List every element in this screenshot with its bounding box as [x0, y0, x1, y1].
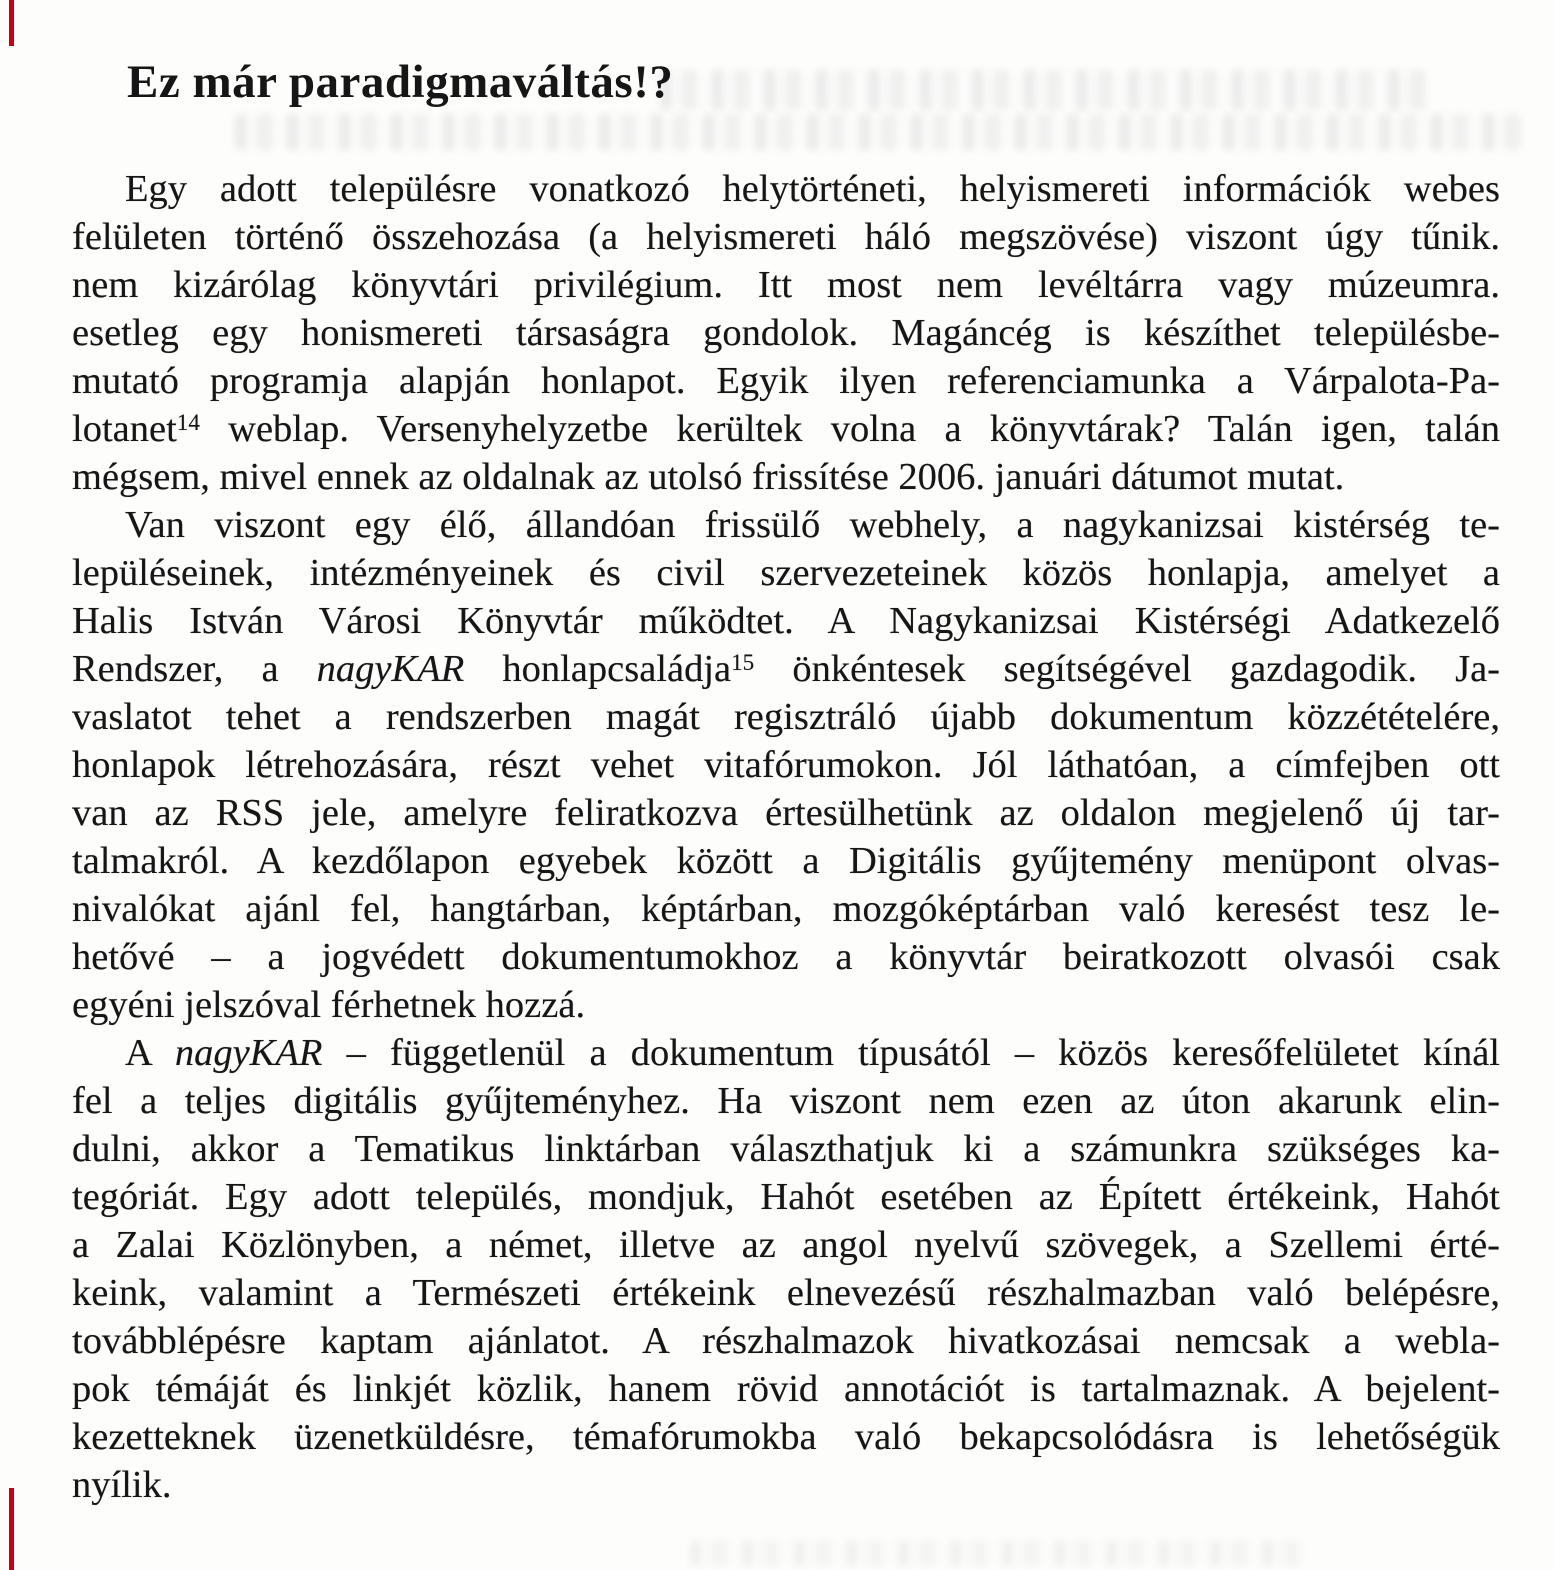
text-line [72, 453, 1500, 501]
left-edge-scan-mark-bottom [9, 1488, 14, 1570]
text-segment: fel a teljes digitális gyűjteményhez. Ha viszont nem ezen az úton akarunk elin- [72, 1080, 1500, 1122]
text-segment: dulni, akkor a Tematikus linktárban választhatjuk ki a számunkra szükséges ka- [72, 1128, 1500, 1170]
section-heading: Ez már paradigmaváltás!? [127, 56, 674, 108]
text-segment: pok témáját és linkjét közlik, hanem rövid annotációt is tartalmaznak. A bejelent- [72, 1368, 1500, 1410]
text-segment: kezetteknek üzenetküldésre, témafórumokba való bekapcsolódásra is lehetőségük [72, 1416, 1500, 1458]
paragraph [72, 1029, 1500, 1509]
text-segment: nyílik. [72, 1464, 172, 1506]
text-segment: lepüléseinek, intézményeinek és civil szervezeteinek közös honlapja, amelyet a [72, 552, 1500, 594]
text-segment: Van viszont egy élő, állandóan frissülő webhely, a nagykanizsai kistérség te- [125, 504, 1500, 546]
text-segment: mutató programja alapján honlapot. Egyik ilyen referenciamunka a Várpalota-Pa- [72, 360, 1500, 402]
text-segment: talmakról. A kezdőlapon egyebek között a Digitális gyűjtemény menüpont olvas- [72, 840, 1500, 882]
text-line [72, 261, 1500, 309]
text-line [72, 1125, 1500, 1173]
text-line [72, 309, 1500, 357]
text-line [72, 693, 1500, 741]
text-line [72, 1029, 1500, 1077]
text-line [72, 645, 1500, 693]
text-segment: honlapok létrehozására, részt vehet vitafórumokon. Jól láthatóan, a címfejben ott [72, 744, 1500, 786]
text-segment: mégsem, mivel ennek az oldalnak az utolsó frissítése 2006. januári dátumot mutat. [72, 456, 1345, 498]
text-line [72, 1365, 1500, 1413]
text-segment: Rendszer, a [72, 648, 317, 690]
text-segment: önkéntesek segítségével gazdagodik. Ja- [754, 648, 1500, 690]
text-segment: – függetlenül a dokumentum típusától – közös keresőfelületet kínál [322, 1032, 1500, 1074]
text-line [72, 981, 1500, 1029]
italic-text-segment: nagyKAR [316, 648, 465, 690]
text-line [72, 165, 1500, 213]
text-line [72, 501, 1500, 549]
text-segment: egyéni jelszóval férhetnek hozzá. [72, 984, 586, 1026]
text-segment: felületen történő összehozása (a helyismereti háló megszövése) viszont úgy tűnik. [72, 216, 1500, 258]
text-segment: nem kizárólag könyvtári privilégium. Itt most nem levéltárra vagy múzeumra. [72, 264, 1500, 306]
text-line [72, 357, 1500, 405]
text-segment: esetleg egy honismereti társaságra gondolok. Magáncég is készíthet településbe- [72, 312, 1500, 354]
text-segment: weblap. Versenyhelyzetbe kerültek volna a könyvtárak? Talán igen, talán [199, 408, 1500, 450]
text-line [72, 213, 1500, 261]
footnote-reference: 14 [176, 408, 200, 435]
text-segment: A [125, 1032, 175, 1074]
footnote-reference: 15 [731, 648, 755, 675]
text-line [72, 1173, 1500, 1221]
text-segment: honlapcsaládja [464, 648, 732, 690]
text-line [72, 933, 1500, 981]
text-line [72, 885, 1500, 933]
paragraph [72, 501, 1500, 1029]
paragraph [72, 165, 1500, 501]
italic-text-segment: nagyKAR [174, 1032, 323, 1074]
page-content [72, 56, 1500, 1509]
text-line [72, 1269, 1500, 1317]
text-segment: vaslatot tehet a rendszerben magát regisztráló újabb dokumentum közzétételére, [72, 696, 1500, 738]
text-segment: továbblépésre kaptam ajánlatot. A részhalmazok hivatkozásai nemcsak a webla- [72, 1320, 1500, 1362]
text-line [72, 549, 1500, 597]
text-segment: keink, valamint a Természeti értékeink elnevezésű részhalmazban való belépésre, [72, 1272, 1500, 1314]
text-line [72, 597, 1500, 645]
text-segment: tegóriát. Egy adott település, mondjuk, Hahót esetében az Épített értékeink, Hahót [72, 1176, 1500, 1218]
text-line [72, 741, 1500, 789]
ink-bleedthrough-artifact [690, 1540, 1310, 1566]
text-segment: a Zalai Közlönyben, a német, illetve az angol nyelvű szövegek, a Szellemi érté- [72, 1224, 1500, 1266]
text-line [72, 1317, 1500, 1365]
left-edge-scan-mark-top [9, 0, 14, 46]
text-segment: van az RSS jele, amelyre feliratkozva értesülhetünk az oldalon megjelenő új tar- [72, 792, 1500, 834]
text-line [72, 1077, 1500, 1125]
text-segment: lotanet [72, 408, 177, 450]
text-segment: hetővé – a jogvédett dokumentumokhoz a könyvtár beiratkozott olvasói csak [72, 936, 1500, 978]
text-segment: Halis István Városi Könyvtár működtet. A Nagykanizsai Kistérségi Adatkezelő [72, 600, 1500, 642]
text-line [72, 1221, 1500, 1269]
text-line [72, 789, 1500, 837]
text-segment: nivalókat ajánl fel, hangtárban, képtárban, mozgóképtárban való keresést tesz le- [72, 888, 1500, 930]
text-line [72, 1413, 1500, 1461]
text-segment: Egy adott településre vonatkozó helytörténeti, helyismereti információk webes [125, 168, 1500, 210]
body-text [72, 165, 1500, 1509]
text-line [72, 405, 1500, 453]
text-line [72, 1461, 1500, 1509]
text-line [72, 837, 1500, 885]
